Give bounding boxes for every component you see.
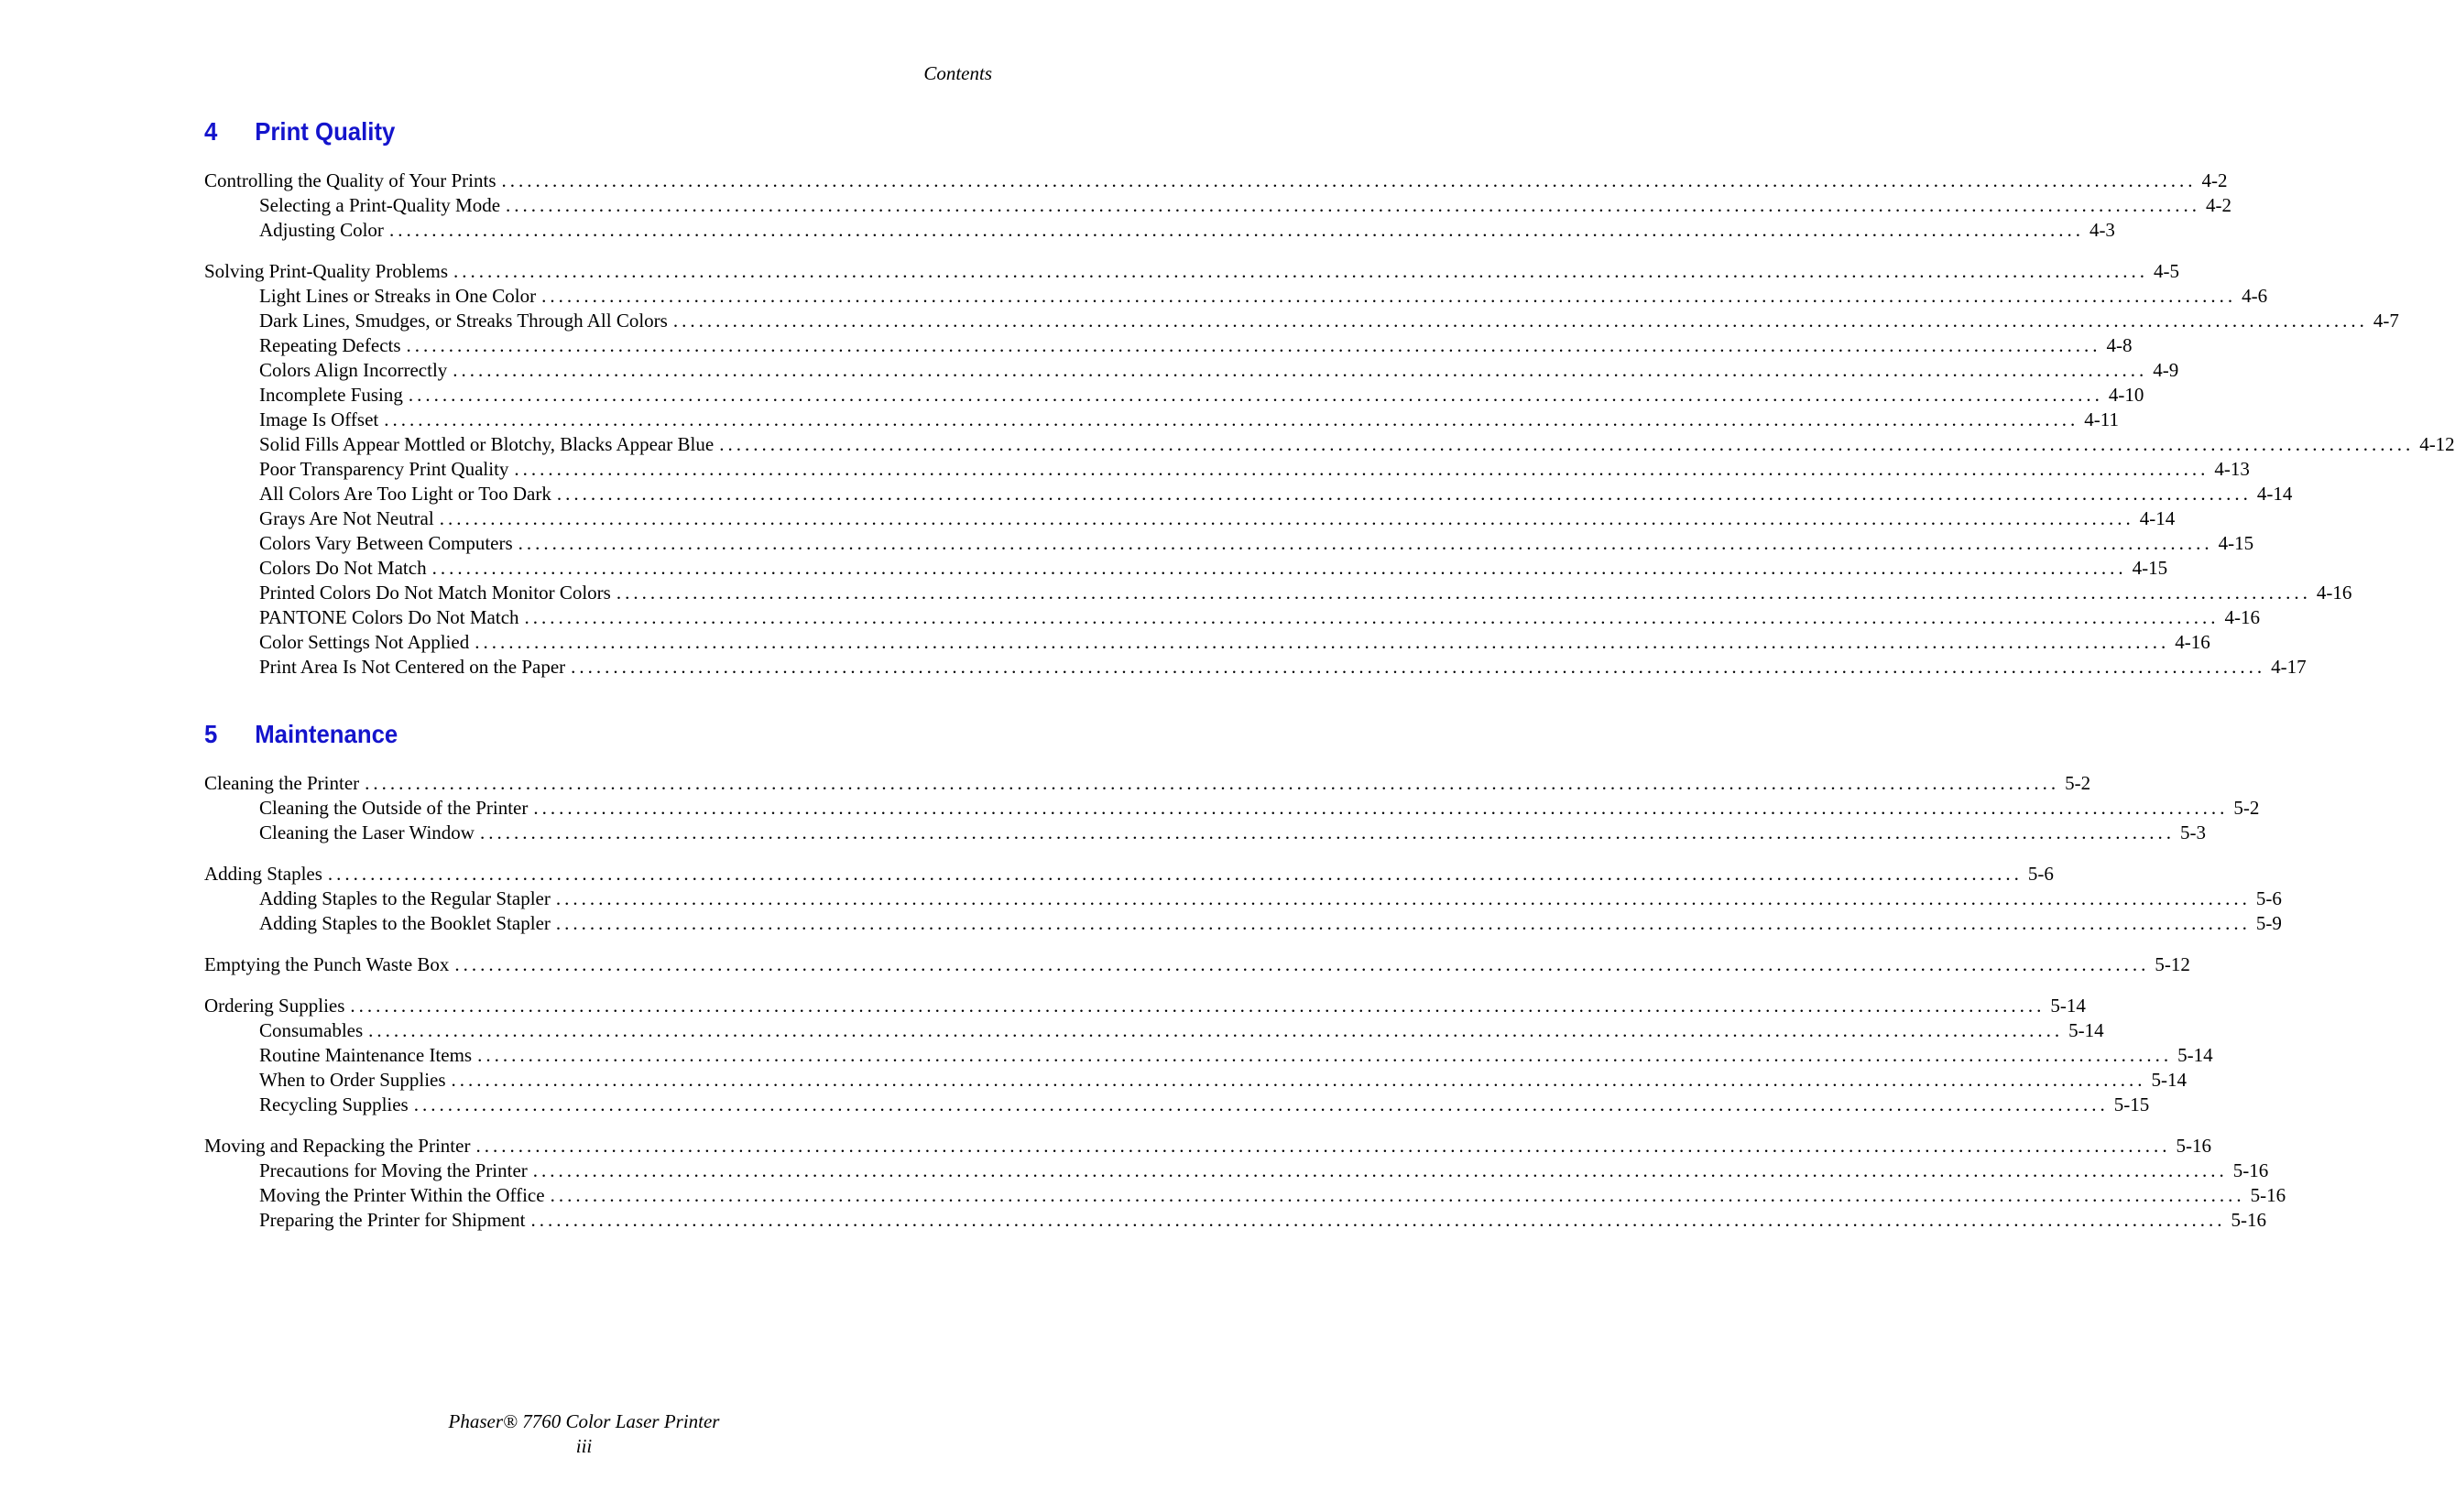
dot-leader: ........................................................................................................................................................................................................ <box>365 772 2060 794</box>
dot-leader: ........................................................................................................................................................................................................ <box>453 359 2148 381</box>
dot-leader: ........................................................................................................................................................................................................ <box>571 656 2266 678</box>
toc-entry-label: Controlling the Quality of Your Prints <box>204 169 496 191</box>
toc-entry-page: 4-2 <box>2201 169 2228 191</box>
toc-entry-label: Selecting a Print-Quality Mode <box>259 194 501 216</box>
chapter-heading <box>204 720 929 771</box>
toc-subentry[interactable] <box>259 556 2168 581</box>
toc-entry-label: Grays Are Not Neutral <box>259 507 434 529</box>
toc-entry[interactable] <box>204 1134 2211 1158</box>
toc-entry-page: 4-14 <box>2139 507 2176 529</box>
toc-entry-label: Cleaning the Printer <box>204 772 360 794</box>
dot-leader: ........................................................................................................................................................................................................ <box>453 260 2149 282</box>
toc-entry-page: 5-16 <box>2250 1184 2286 1206</box>
toc-entry-page: 4-8 <box>2106 334 2133 356</box>
dot-leader: ........................................................................................................................................................................................................ <box>475 1135 2171 1157</box>
dot-leader: ........................................................................................................................................................................................................ <box>550 1184 2245 1206</box>
toc-entry-page: 5-16 <box>2231 1209 2266 1231</box>
toc-entry-label: Ordering Supplies <box>204 995 345 1017</box>
toc-subentry[interactable] <box>259 358 2179 383</box>
toc-subentry[interactable] <box>259 1208 2266 1233</box>
toc-entry-page: 5-14 <box>2151 1069 2188 1091</box>
toc-subentry[interactable] <box>259 1183 2286 1208</box>
toc-entries <box>204 169 2455 680</box>
dot-leader: ........................................................................................................................................................................................................ <box>350 995 2046 1017</box>
toc-entry-label: Routine Maintenance Items <box>259 1044 473 1066</box>
toc-entry-label: All Colors Are Too Light or Too Dark <box>259 483 551 505</box>
toc-entry-page: 4-17 <box>2271 656 2307 678</box>
dot-leader: ........................................................................................................................................................................................................ <box>413 1093 2109 1115</box>
toc-entry-label: Cleaning the Laser Window <box>259 821 475 843</box>
dot-leader: ........................................................................................................................................................................................................ <box>533 797 2229 819</box>
toc-entry-label: Cleaning the Outside of the Printer <box>259 797 529 819</box>
toc-entry-label: Color Settings Not Applied <box>259 631 470 653</box>
toc-entry-page: 5-3 <box>2179 821 2206 843</box>
toc-subentry[interactable] <box>259 581 2352 605</box>
toc-subentry[interactable] <box>259 506 2176 531</box>
toc-entry-page: 4-5 <box>2154 260 2180 282</box>
toc-entry-label: Repeating Defects <box>259 334 401 356</box>
chapter-number: 4 <box>204 117 218 146</box>
toc-entry-page: 5-15 <box>2113 1093 2150 1115</box>
dot-leader: ........................................................................................................................................................................................................ <box>479 821 2175 843</box>
section-gap <box>204 977 992 994</box>
chapter-5 <box>204 720 2286 1233</box>
footer-page-number: iii <box>575 1435 593 1457</box>
toc-entry-label: Solving Print-Quality Problems <box>204 260 449 282</box>
toc-subentry[interactable] <box>259 605 2261 630</box>
toc-entry-page: 4-16 <box>2224 606 2261 628</box>
dot-leader: ........................................................................................................................................................................................................ <box>672 310 2368 332</box>
dot-leader: ........................................................................................................................................................................................................ <box>514 458 2210 480</box>
toc-entry-page: 5-14 <box>2068 1019 2104 1041</box>
toc-entry-label: Consumables <box>259 1019 364 1041</box>
dot-leader: ........................................................................................................................................................................................................ <box>524 606 2220 628</box>
dot-leader: ........................................................................................................................................................................................................ <box>384 408 2079 430</box>
toc-entry[interactable] <box>204 952 2190 977</box>
chapter-number: 5 <box>204 720 218 748</box>
toc-entry-label: Print Area Is Not Centered on the Paper <box>259 656 566 678</box>
toc-entry-page: 4-3 <box>2089 219 2115 241</box>
section-gap <box>204 936 992 952</box>
toc-entry-page: 4-15 <box>2218 532 2254 554</box>
toc-entry-label: Adding Staples to the Regular Stapler <box>259 887 551 909</box>
toc-subentry[interactable] <box>259 630 2210 655</box>
toc-entry-label: Moving the Printer Within the Office <box>259 1184 545 1206</box>
toc-subentry[interactable] <box>259 911 2282 936</box>
toc-entry-label: Printed Colors Do Not Match Monitor Colors <box>259 582 611 604</box>
toc-entry-label: Light Lines or Streaks in One Color <box>259 285 537 307</box>
toc-subentry[interactable] <box>259 1068 2188 1093</box>
toc-entry-label: Adjusting Color <box>259 219 384 241</box>
toc-subentry[interactable] <box>259 432 2455 457</box>
toc-entry-label: Colors Vary Between Computers <box>259 532 513 554</box>
toc-entry-label: Adding Staples to the Booklet Stapler <box>259 912 551 934</box>
toc-entry[interactable] <box>204 994 2086 1018</box>
toc-entries <box>204 771 2286 1233</box>
toc-entry-page: 5-14 <box>2177 1044 2213 1066</box>
toc-entry-page: 4-16 <box>2316 582 2352 604</box>
toc-entry-label: Solid Fills Appear Mottled or Blotchy, Blacks Appear Blue <box>259 433 715 455</box>
toc-entry-page: 4-7 <box>2373 310 2399 332</box>
toc-entry-page: 5-12 <box>2155 953 2190 975</box>
toc-entry-page: 5-6 <box>2255 887 2282 909</box>
dot-leader: ........................................................................................................................................................................................................ <box>719 433 2415 455</box>
toc-subentry[interactable] <box>259 655 2307 680</box>
toc-entry-label: Poor Transparency Print Quality <box>259 458 509 480</box>
toc-subentry[interactable] <box>259 457 2250 482</box>
toc-entry-label: Preparing the Printer for Shipment <box>259 1209 526 1231</box>
dot-leader: ........................................................................................................................................................................................................ <box>388 219 2084 241</box>
dot-leader: ........................................................................................................................................................................................................ <box>541 285 2237 307</box>
toc-entry-page: 4-6 <box>2242 285 2268 307</box>
toc-subentry[interactable] <box>259 383 2144 408</box>
toc-entry-page: 4-15 <box>2132 557 2168 579</box>
toc-subentry[interactable] <box>259 1158 2269 1183</box>
footer-product: Phaser® 7760 Color Laser Printer <box>448 1410 720 1432</box>
toc-entry-label: Colors Do Not Match <box>259 557 427 579</box>
section-gap <box>204 845 992 862</box>
toc-subentry[interactable] <box>259 333 2133 358</box>
toc-entry-page: 4-14 <box>2256 483 2293 505</box>
toc-subentry[interactable] <box>259 821 2206 845</box>
chapter-heading <box>204 117 929 169</box>
chapter-4 <box>204 117 2455 680</box>
toc-entry-label: Colors Align Incorrectly <box>259 359 448 381</box>
dot-leader: ........................................................................................................................................................................................................ <box>555 887 2251 909</box>
toc-entry-page: 5-2 <box>2065 772 2091 794</box>
toc-entry-label: PANTONE Colors Do Not Match <box>259 606 519 628</box>
dot-leader: ........................................................................................................................................................................................................ <box>532 1159 2228 1181</box>
toc-subentry[interactable] <box>259 887 2282 911</box>
dot-leader: ........................................................................................................................................................................................................ <box>451 1069 2146 1091</box>
toc-entry-page: 5-16 <box>2232 1159 2269 1181</box>
dot-leader: ........................................................................................................................................................................................................ <box>555 912 2251 934</box>
dot-leader: ........................................................................................................................................................................................................ <box>477 1044 2173 1066</box>
section-gap <box>204 243 992 259</box>
toc-entry-label: Incomplete Fusing <box>259 384 403 406</box>
dot-leader: ........................................................................................................................................................................................................ <box>475 631 2170 653</box>
dot-leader: ........................................................................................................................................................................................................ <box>501 169 2197 191</box>
dot-leader: ........................................................................................................................................................................................................ <box>327 863 2023 885</box>
toc-entry-label: Adding Staples <box>204 863 322 885</box>
toc-subentry[interactable] <box>259 1018 2104 1043</box>
toc-entry[interactable] <box>204 169 2228 193</box>
toc-entry-page: 5-6 <box>2027 863 2054 885</box>
chapter-title: Maintenance <box>255 720 398 748</box>
dot-leader: ........................................................................................................................................................................................................ <box>556 483 2252 505</box>
toc-entry-page: 4-2 <box>2206 194 2232 216</box>
toc-entry-label: Precautions for Moving the Printer <box>259 1159 528 1181</box>
toc-entry[interactable] <box>204 259 2180 284</box>
toc-subentry[interactable] <box>259 796 2260 821</box>
toc-entry-page: 5-9 <box>2255 912 2282 934</box>
chapter-title: Print Quality <box>255 117 396 146</box>
toc-entry-label: When to Order Supplies <box>259 1069 446 1091</box>
toc-subentry[interactable] <box>259 284 2268 309</box>
toc-entry-label: Recycling Supplies <box>259 1093 409 1115</box>
toc-entry-page: 4-9 <box>2153 359 2179 381</box>
dot-leader: ........................................................................................................................................................................................................ <box>454 953 2150 975</box>
dot-leader: ........................................................................................................................................................................................................ <box>431 557 2127 579</box>
toc-subentry[interactable] <box>259 531 2254 556</box>
toc-entry[interactable] <box>204 771 2091 796</box>
toc-subentry[interactable] <box>259 309 2399 333</box>
dot-leader: ........................................................................................................................................................................................................ <box>408 384 2103 406</box>
toc-entry-label: Emptying the Punch Waste Box <box>204 953 450 975</box>
toc-subentry[interactable] <box>259 482 2293 506</box>
toc-entry-page: 4-16 <box>2175 631 2210 653</box>
dot-leader: ........................................................................................................................................................................................................ <box>368 1019 2064 1041</box>
toc-entry-page: 5-2 <box>2233 797 2260 819</box>
section-gap <box>204 1117 992 1134</box>
toc-entry-page: 5-14 <box>2050 995 2086 1017</box>
dot-leader: ........................................................................................................................................................................................................ <box>530 1209 2226 1231</box>
toc-entry-page: 4-13 <box>2214 458 2250 480</box>
toc-subentry[interactable] <box>259 218 2115 243</box>
toc-subentry[interactable] <box>259 193 2232 218</box>
toc-entry[interactable] <box>204 862 2054 887</box>
toc-subentry[interactable] <box>259 408 2119 432</box>
dot-leader: ........................................................................................................................................................................................................ <box>518 532 2213 554</box>
toc-entry-page: 4-12 <box>2419 433 2455 455</box>
toc-entry-label: Moving and Repacking the Printer <box>204 1135 471 1157</box>
toc-entry-page: 5-16 <box>2176 1135 2211 1157</box>
running-header: Contents <box>923 62 992 84</box>
toc-entry-page: 4-10 <box>2108 384 2144 406</box>
toc-entry-label: Image Is Offset <box>259 408 379 430</box>
toc-subentry[interactable] <box>259 1043 2213 1068</box>
dot-leader: ........................................................................................................................................................................................................ <box>506 194 2201 216</box>
toc-subentry[interactable] <box>259 1093 2150 1117</box>
dot-leader: ........................................................................................................................................................................................................ <box>616 582 2311 604</box>
dot-leader: ........................................................................................................................................................................................................ <box>439 507 2134 529</box>
dot-leader: ........................................................................................................................................................................................................ <box>406 334 2101 356</box>
toc-entry-page: 4-11 <box>2084 408 2119 430</box>
toc-entry-label: Dark Lines, Smudges, or Streaks Through All Colors <box>259 310 668 332</box>
